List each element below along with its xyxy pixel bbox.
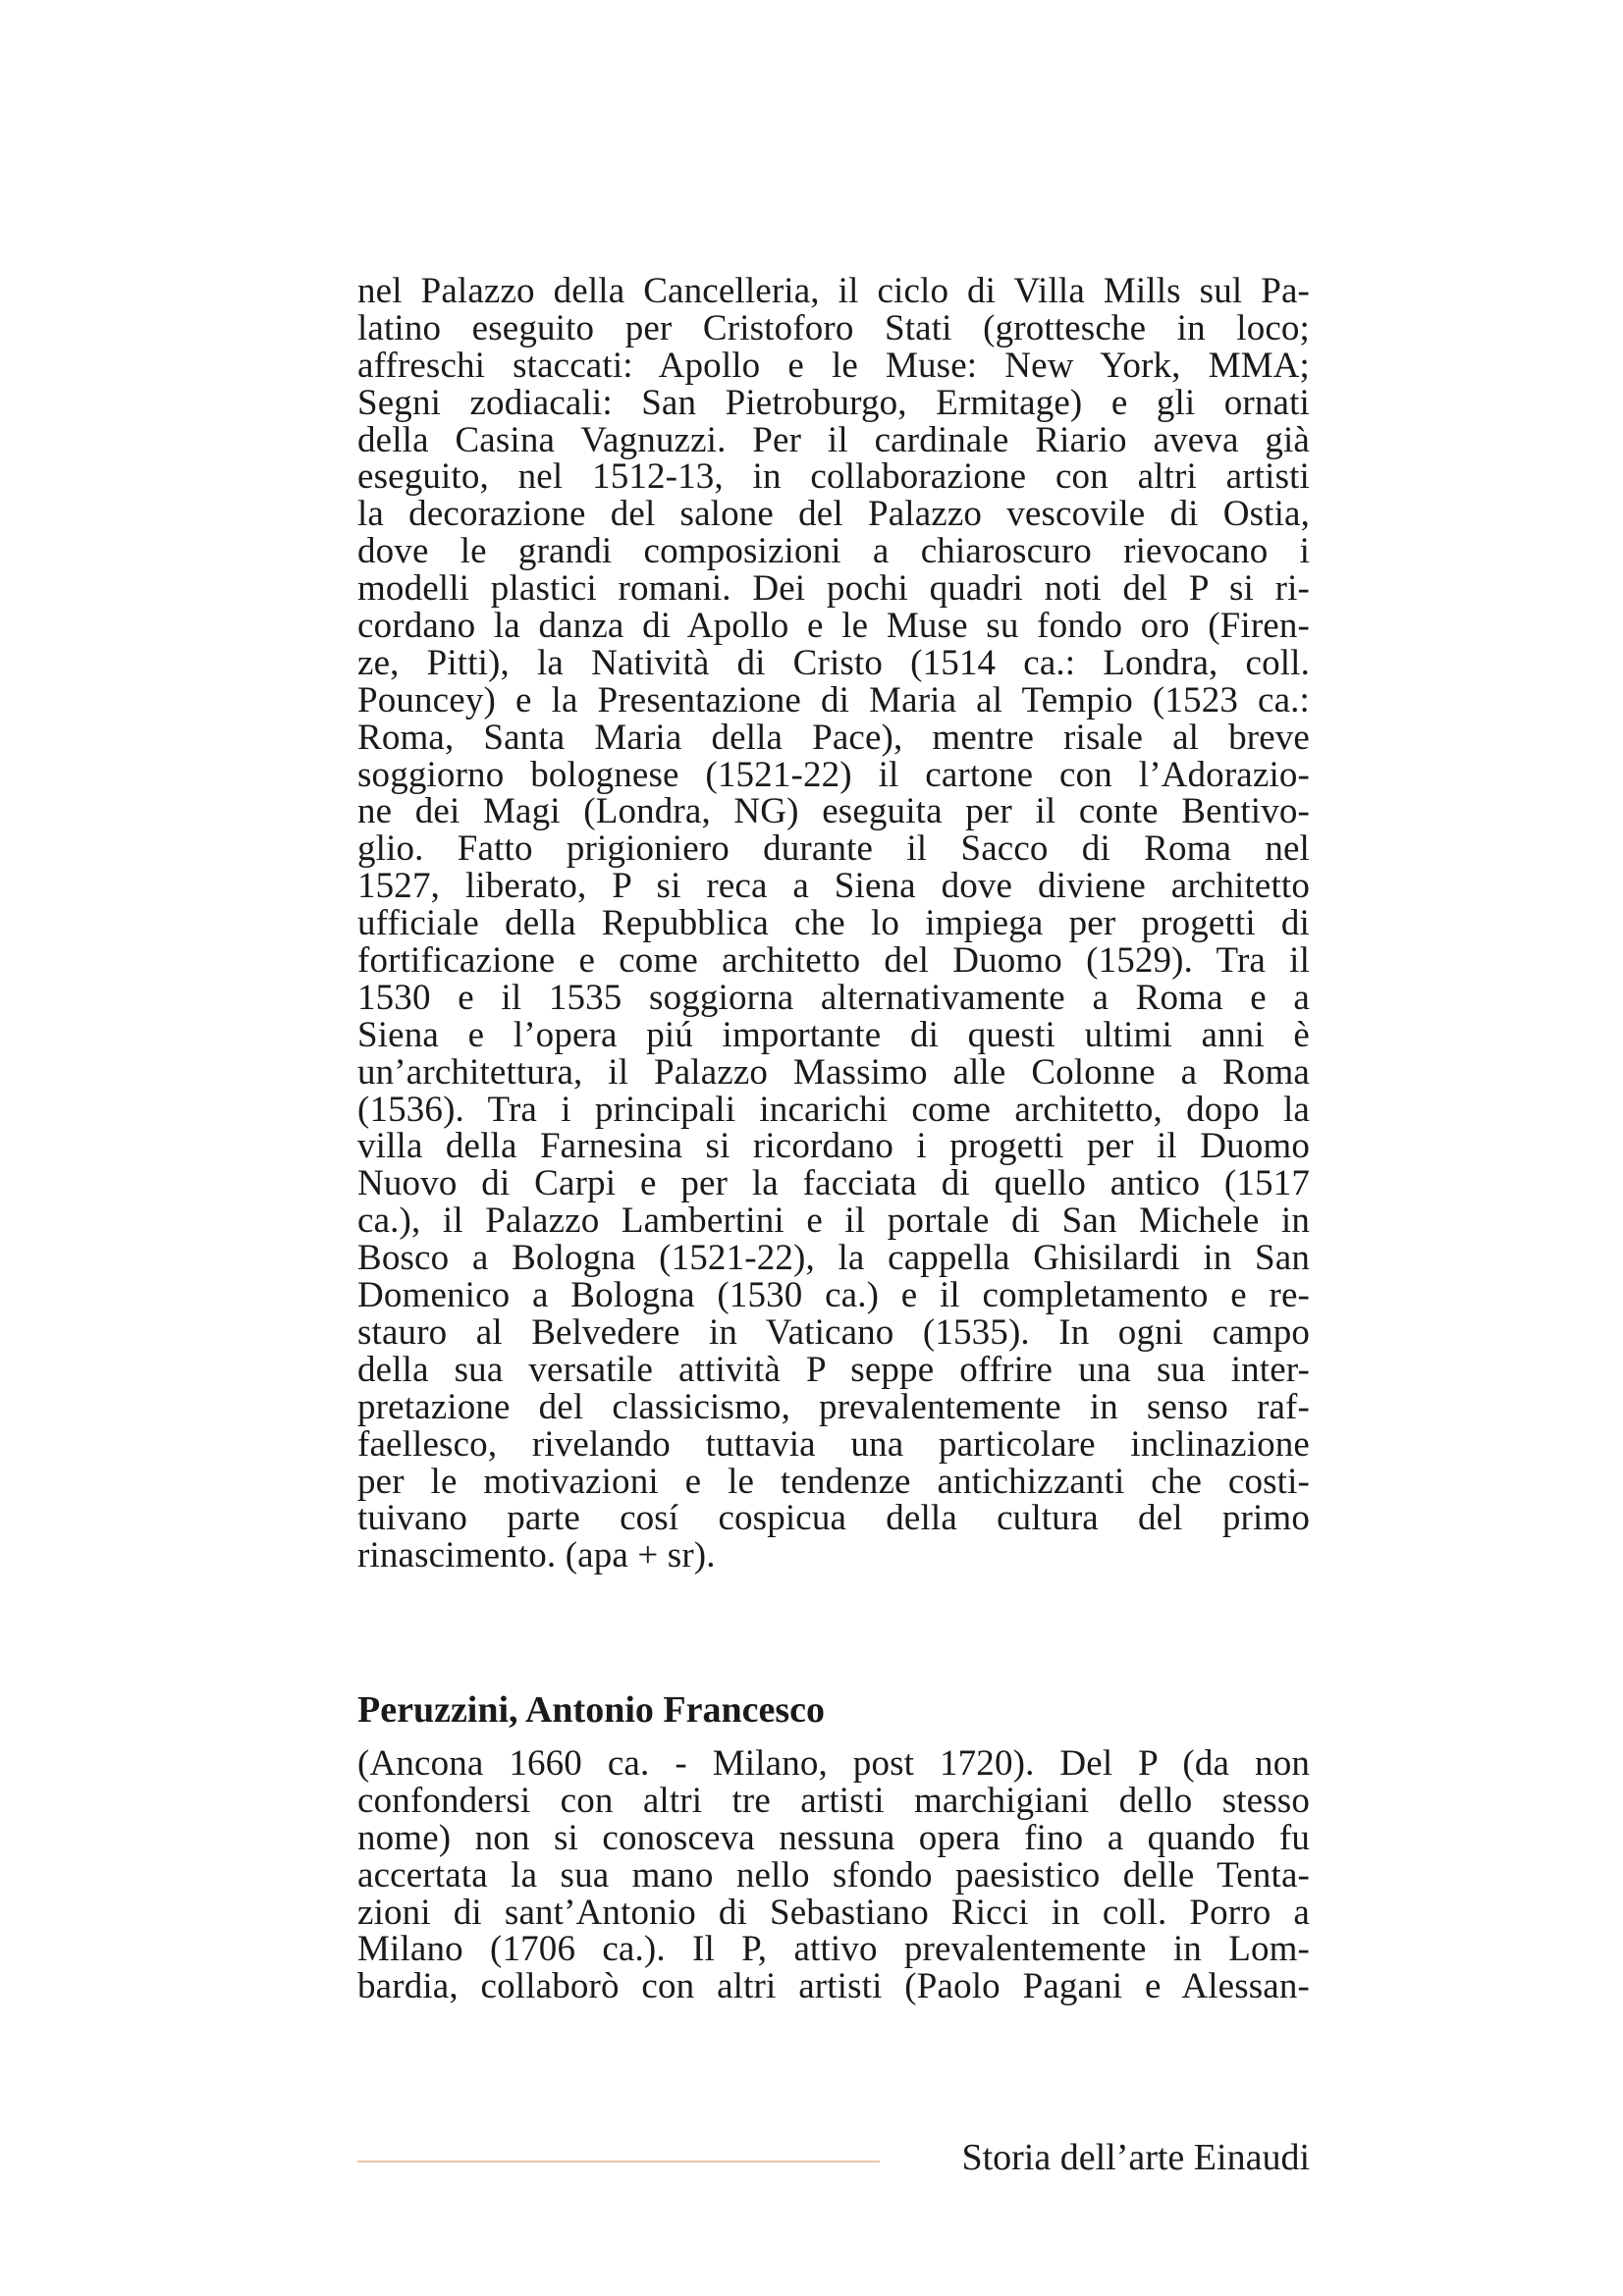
entry-line: bardia, collaborò con altri artisti (Paolo Pagani e Alessan- [357, 1966, 1310, 2007]
text-line: ufficiale della Repubblica che lo impiega per progetti di [357, 903, 1310, 944]
text-line: la decorazione del salone del Palazzo vescovile di Ostia, [357, 494, 1310, 535]
entry-line: nome) non si conosceva nessuna opera fino a quando fu [357, 1817, 1310, 1858]
entry-line: accertata la sua mano nello sfondo paesistico delle Tenta- [357, 1854, 1310, 1896]
text-line: glio. Fatto prigioniero durante il Sacco di Roma nel [357, 828, 1310, 870]
text-line: villa della Farnesina si ricordano i progetti per il Duomo [357, 1126, 1310, 1167]
entry-body [357, 1745, 1310, 2005]
text-line: (1536). Tra i principali incarichi come architetto, dopo la [357, 1089, 1310, 1130]
text-line: tuivano parte cosí cospicua della cultura del primo [357, 1498, 1310, 1539]
text-line: Segni zodiacali: San Pietroburgo, Ermitage) e gli ornati [357, 382, 1310, 423]
text-line: ne dei Magi (Londra, NG) eseguita per il conte Bentivo- [357, 791, 1310, 832]
text-line: fortificazione e come architetto del Duomo (1529). Tra il [357, 940, 1310, 982]
entry-line: (Ancona 1660 ca. - Milano, post 1720). Del P (da non [357, 1743, 1310, 1784]
text-line: eseguito, nel 1512-13, in collaborazione con altri artisti [357, 456, 1310, 498]
text-line: Bosco a Bologna (1521-22), la cappella Ghisilardi in San [357, 1238, 1310, 1279]
text-line: pretazione del classicismo, prevalentemente in senso raf- [357, 1386, 1310, 1427]
text-line: soggiorno bolognese (1521-22) il cartone con l’Adorazio- [357, 754, 1310, 795]
text-line: stauro al Belvedere in Vaticano (1535). In ogni campo [357, 1311, 1310, 1353]
text-line-last: rinascimento. (apa + sr). [357, 1535, 716, 1576]
text-line: modelli plastici romani. Dei pochi quadri noti del P si ri- [357, 568, 1310, 610]
text-line: 1530 e il 1535 soggiorna alternativamente a Roma e a [357, 977, 1310, 1018]
text-line: ze, Pitti), la Natività di Cristo (1514 ca.: Londra, coll. [357, 642, 1310, 683]
text-line: Domenico a Bologna (1530 ca.) e il completamento e re- [357, 1275, 1310, 1316]
entry-line: Milano (1706 ca.). Il P, attivo prevalentemente in Lom- [357, 1929, 1310, 1970]
text-line: Pouncey) e la Presentazione di Maria al Tempio (1523 ca.: [357, 679, 1310, 721]
text-line: della Casina Vagnuzzi. Per il cardinale Riario aveva già [357, 419, 1310, 460]
text-line: per le motivazioni e le tendenze antichizzanti che costi- [357, 1461, 1310, 1502]
text-line: latino eseguito per Cristoforo Stati (grottesche in loco; [357, 307, 1310, 348]
text-line: cordano la danza di Apollo e le Muse su fondo oro (Firen- [357, 606, 1310, 647]
text-line: dove le grandi composizioni a chiaroscuro rievocano i [357, 531, 1310, 572]
text-line: Roma, Santa Maria della Pace), mentre risale al breve [357, 717, 1310, 758]
text-line: 1527, liberato, P si reca a Siena dove diviene architetto [357, 866, 1310, 907]
text-line: Siena e l’opera piú importante di questi ultimi anni è [357, 1014, 1310, 1055]
text-line: ca.), il Palazzo Lambertini e il portale di San Michele in [357, 1201, 1310, 1242]
text-line: faellesco, rivelando tuttavia una particolare inclinazione [357, 1423, 1310, 1465]
entry-line: zioni di sant’Antonio di Sebastiano Ricci in coll. Porro a [357, 1892, 1310, 1933]
entry-line: confondersi con altri tre artisti marchigiani dello stesso [357, 1780, 1310, 1821]
footer-title: Storia dell’arte Einaudi [961, 2137, 1310, 2178]
entry-heading: Peruzzini, Antonio Francesco [357, 1689, 825, 1731]
text-line: affreschi staccati: Apollo e le Muse: New York, MMA; [357, 345, 1310, 386]
article-continuation [357, 273, 1310, 1575]
text-line: Nuovo di Carpi e per la facciata di quello antico (1517 [357, 1163, 1310, 1204]
text-line: della sua versatile attività P seppe offrire una sua inter- [357, 1349, 1310, 1390]
footer-rule [357, 2161, 880, 2163]
text-line: nel Palazzo della Cancelleria, il ciclo di Villa Mills sul Pa- [357, 271, 1310, 311]
text-line: un’architettura, il Palazzo Massimo alle Colonne a Roma [357, 1051, 1310, 1093]
